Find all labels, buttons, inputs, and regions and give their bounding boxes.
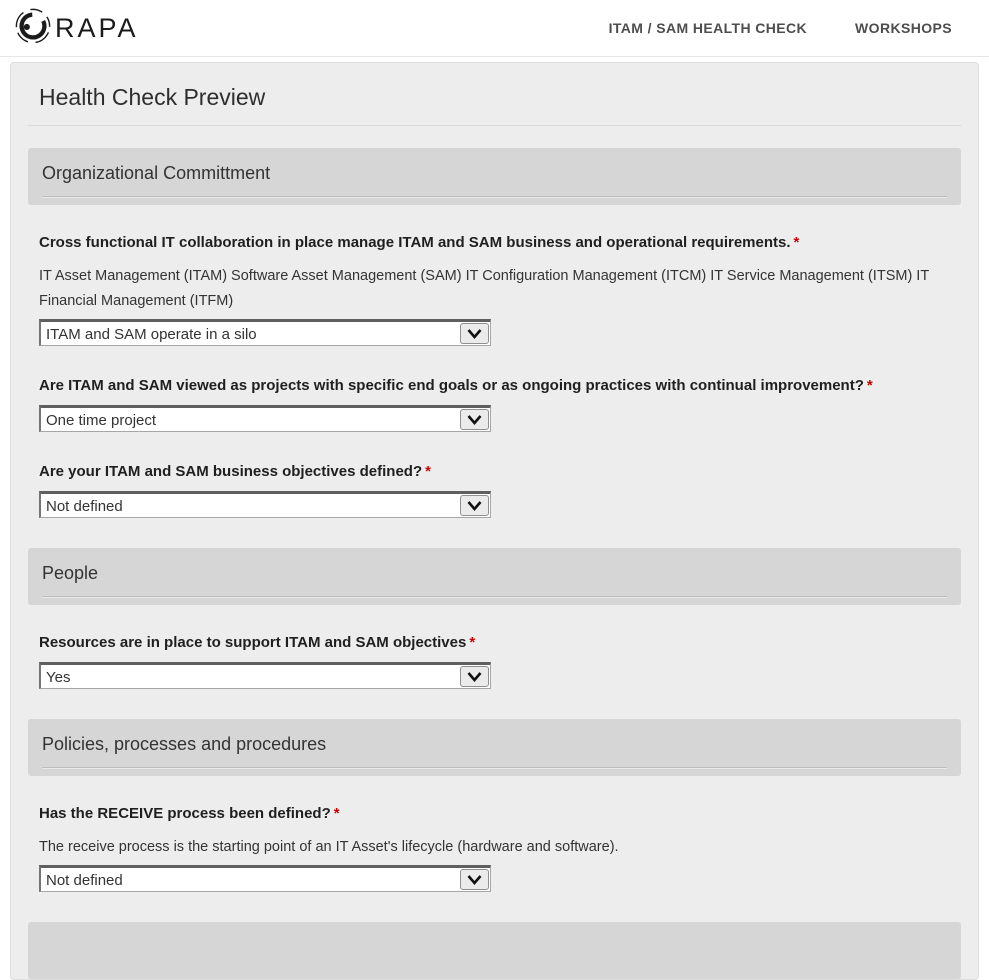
chevron-down-icon[interactable] bbox=[460, 323, 489, 344]
select-receive-process-defined[interactable] bbox=[39, 865, 491, 892]
chevron-down-icon[interactable] bbox=[460, 666, 489, 687]
question-label-text: Are your ITAM and SAM business objectives defined? bbox=[39, 463, 423, 480]
select-business-objectives-defined[interactable] bbox=[39, 491, 491, 518]
select-selected-value: Yes bbox=[46, 669, 71, 686]
title-divider bbox=[28, 125, 961, 126]
required-asterisk: * bbox=[425, 463, 431, 480]
section-divider bbox=[42, 196, 947, 197]
question-business-objectives-defined bbox=[39, 462, 950, 518]
select-selected-value: Not defined bbox=[46, 498, 123, 515]
question-label bbox=[39, 462, 950, 481]
section-title: Policies, processes and procedures bbox=[42, 734, 327, 754]
page-title: Health Check Preview bbox=[39, 84, 266, 110]
logo-aperture-icon bbox=[14, 7, 52, 50]
nav-item-workshops[interactable]: WORKSHOPS bbox=[855, 20, 952, 36]
section-title: Organizational Committment bbox=[42, 163, 271, 183]
top-header bbox=[0, 0, 989, 57]
select-selected-value: One time project bbox=[46, 412, 157, 429]
nav-item-itam-sam-health-check[interactable]: ITAM / SAM HEALTH CHECK bbox=[608, 20, 808, 36]
select-selected-value: ITAM and SAM operate in a silo bbox=[46, 326, 257, 343]
section-divider bbox=[42, 596, 947, 597]
select-projects-or-ongoing-practices[interactable] bbox=[39, 405, 491, 432]
question-receive-process-defined bbox=[39, 804, 950, 892]
chevron-down-icon[interactable] bbox=[460, 409, 489, 430]
question-label-text: Are ITAM and SAM viewed as projects with specific end goals or as ongoing practices with continual improvement? bbox=[39, 377, 864, 394]
logo[interactable] bbox=[14, 7, 139, 50]
question-label bbox=[39, 633, 950, 652]
required-asterisk: * bbox=[866, 377, 873, 394]
section-divider bbox=[42, 767, 947, 768]
health-check-preview-card bbox=[10, 62, 979, 980]
section-title: People bbox=[42, 563, 99, 583]
question-label bbox=[39, 233, 950, 252]
section-header-organizational-committment bbox=[28, 148, 961, 205]
section-header-policies-processes-procedures bbox=[28, 719, 961, 776]
question-label bbox=[39, 376, 950, 395]
question-help-text: IT Asset Management (ITAM) Software Asset Management (SAM) IT Configuration Management (ITCM) IT Service Management (ITSM) IT Financial Management (ITFM) bbox=[39, 268, 929, 309]
required-asterisk: * bbox=[333, 805, 340, 822]
question-label-text: Cross functional IT collaboration in place manage ITAM and SAM business and operational requirements. bbox=[39, 234, 791, 251]
main-nav bbox=[609, 20, 952, 36]
select-resources-in-place[interactable] bbox=[39, 662, 491, 689]
select-cross-functional-collaboration[interactable] bbox=[39, 319, 491, 346]
required-asterisk: * bbox=[469, 634, 476, 651]
chevron-down-icon[interactable] bbox=[460, 869, 489, 890]
question-help-text: The receive process is the starting point of an IT Asset's lifecycle (hardware and software). bbox=[39, 839, 619, 855]
question-label bbox=[39, 804, 950, 823]
section-header-partial bbox=[28, 922, 961, 979]
question-cross-functional-collaboration bbox=[39, 233, 950, 346]
select-selected-value: Not defined bbox=[46, 872, 123, 889]
required-asterisk: * bbox=[793, 234, 800, 251]
question-projects-or-ongoing-practices bbox=[39, 376, 950, 432]
section-header-people bbox=[28, 548, 961, 605]
question-label-text: Resources are in place to support ITAM and SAM objectives bbox=[39, 634, 467, 651]
logo-text: RAPA bbox=[55, 12, 139, 43]
question-resources-in-place bbox=[39, 633, 950, 689]
question-label-text: Has the RECEIVE process been defined? bbox=[39, 805, 331, 822]
chevron-down-icon[interactable] bbox=[460, 495, 489, 516]
